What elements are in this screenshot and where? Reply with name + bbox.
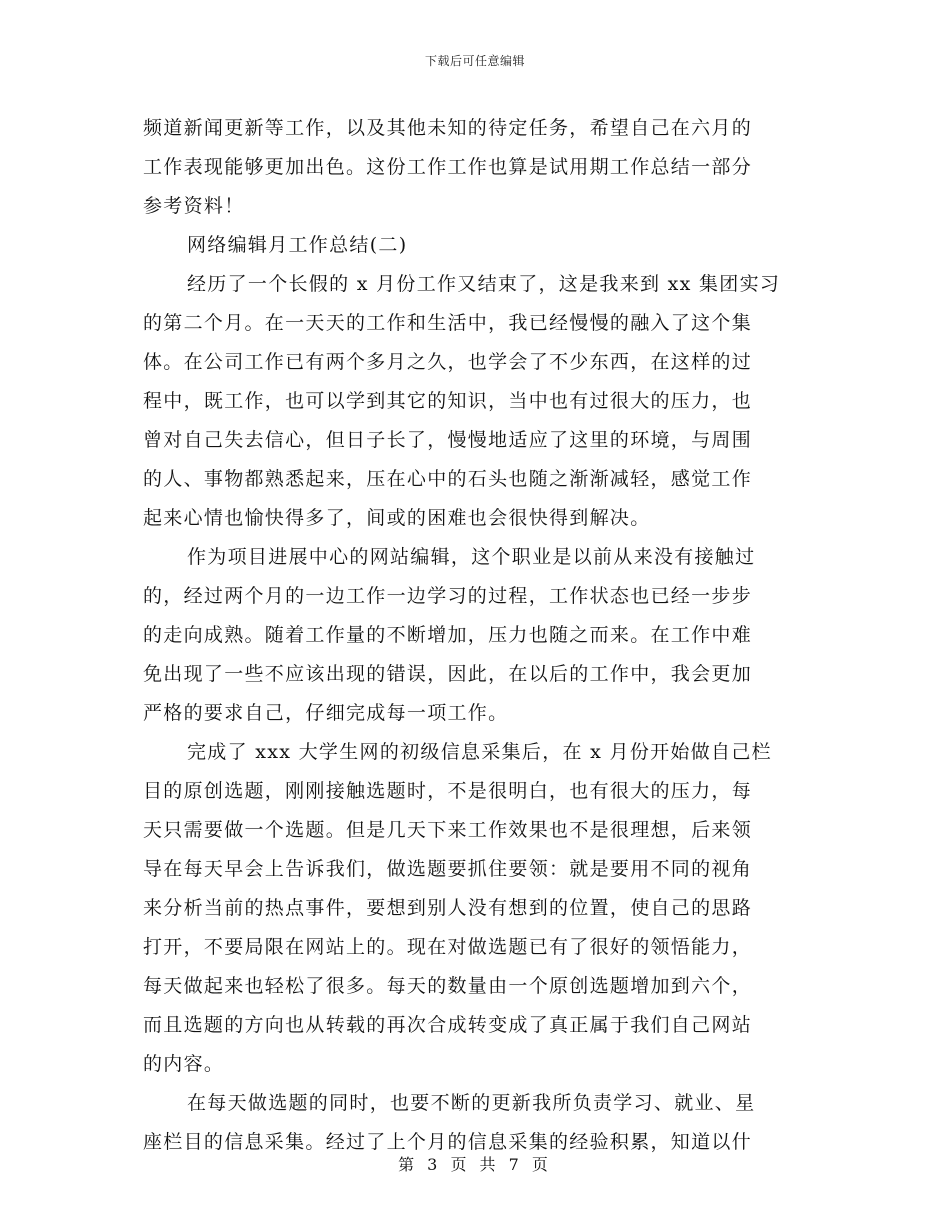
body-line: 完成了 xxx 大学生网的初级信息采集后，在 x 月份开始做自己栏 [187, 741, 772, 763]
body-line: 在每天做选题的同时，也要不断的更新我所负责学习、就业、星 [187, 1092, 756, 1114]
body-line: 的走向成熟。随着工作量的不断增加，压力也随之而来。在工作中难 [143, 624, 753, 646]
body-line: 频道新闻更新等工作，以及其他未知的待定任务，希望自己在六月的 [143, 117, 753, 139]
body-line: 打开，不要局限在网站上的。现在对做选题已有了很好的领悟能力， [143, 936, 753, 958]
body-line: 目的原创选题，刚刚接触选题时，不是很明白，也有很大的压力，每 [143, 780, 753, 802]
body-line: 程中，既工作，也可以学到其它的知识，当中也有过很大的压力，也 [143, 390, 753, 412]
body-line: 经历了一个长假的 x 月份工作又结束了，这是我来到 xx 集团实习 [187, 273, 781, 295]
body-line: 体。在公司工作已有两个多月之久，也学会了不少东西，在这样的过 [143, 351, 753, 373]
body-line: 的内容。 [143, 1053, 225, 1075]
body-line: 严格的要求自己，仔细完成每一项工作。 [143, 702, 509, 724]
section-title: 网络编辑月工作总结(二) [187, 234, 408, 256]
body-line: 来分析当前的热点事件，要想到别人没有想到的位置，使自己的思路 [143, 897, 753, 919]
page-number-footer: 第 3 页 共 7 页 [398, 1155, 552, 1174]
document-body [143, 109, 808, 1162]
body-line: 免出现了一些不应该出现的错误，因此，在以后的工作中，我会更加 [143, 663, 753, 685]
body-line: 工作表现能够更加出色。这份工作工作也算是试用期工作总结一部分 [143, 156, 753, 178]
page-header: 下载后可任意编辑 [424, 54, 525, 68]
body-line: 导在每天早会上告诉我们，做选题要抓住要领：就是要用不同的视角 [143, 858, 753, 880]
body-line: 的，经过两个月的一边工作一边学习的过程，工作状态也已经一步步 [143, 585, 753, 607]
body-line: 参考资料！ [143, 195, 245, 217]
body-line: 的人、事物都熟悉起来，压在心中的石头也随之渐渐减轻，感觉工作 [143, 468, 753, 490]
body-line: 而且选题的方向也从转载的再次合成转变成了真正属于我们自己网站 [143, 1014, 753, 1036]
body-line: 曾对自己失去信心，但日子长了，慢慢地适应了这里的环境，与周围 [143, 429, 753, 451]
body-line: 起来心情也愉快得多了，间或的困难也会很快得到解决。 [143, 507, 651, 529]
body-line: 座栏目的信息采集。经过了上个月的信息采集的经验积累，知道以什 [143, 1131, 753, 1153]
body-line: 作为项目进展中心的网站编辑，这个职业是以前从来没有接触过 [187, 546, 756, 568]
body-line: 天只需要做一个选题。但是几天下来工作效果也不是很理想，后来领 [143, 819, 753, 841]
body-line: 每天做起来也轻松了很多。每天的数量由一个原创选题增加到六个， [143, 975, 753, 997]
body-line: 的第二个月。在一天天的工作和生活中，我已经慢慢的融入了这个集 [143, 312, 753, 334]
